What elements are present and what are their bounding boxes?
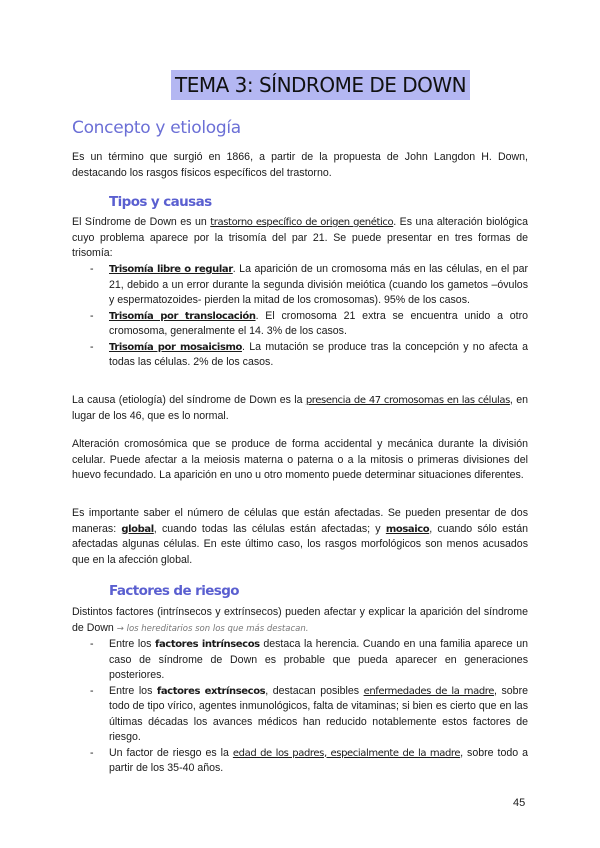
term-global: global xyxy=(121,523,154,535)
page-title: TEMA 3: SÍNDROME DE DOWN xyxy=(171,70,470,100)
subheading-factores: Factores de riesgo xyxy=(109,583,239,599)
etiology-paragraph: La causa (etiología) del síndrome de Down es la presencia de 47 cromosomas en las células, en lugar de los 46, que es lo normal. xyxy=(72,394,528,422)
handwritten-note: → los hereditarios son los que más destacan. xyxy=(116,623,309,634)
affected-cells-paragraph: Es importante saber el número de células que están afectadas. Se pueden presentar de dos maneras: global, cuando todas las células están afectadas; y mosaico, cuando sólo están afectadas algunas células. En este último caso, los rasgos morfológicos son menos acusados que en la afección global. xyxy=(72,507,528,566)
list-item: - Un factor de riesgo es la edad de los padres, especialmente de la madre, sobre todo a partir de los 35-40 años. xyxy=(90,746,528,777)
highlight-genetic-disorder: trastorno específico de origen genético xyxy=(210,217,394,228)
term-mosaico: mosaico xyxy=(385,523,430,535)
list-item: - Entre los factores extrínsecos, destacan posibles enfermedades de la madre, sobre todo de tipo vírico, agentes inmunológicos, falta de vitaminas; si bien es cierto que en las últimas décadas los avances médicos han reducido notablemente estos factores de riesgo. xyxy=(90,684,528,746)
trisomy-list xyxy=(90,262,528,371)
tipos-paragraph: El Síndrome de Down es un trastorno específico de origen genético. Es una alteración biológica cuyo problema aparece por la trisomía del par 21. Se puede presentar en tres formas de trisomía: xyxy=(72,216,528,259)
list-item: - Entre los factores intrínsecos destaca la herencia. Cuando en una familia aparece un caso de síndrome de Down es probable que pueda aparecer en generaciones posteriores. xyxy=(90,637,528,684)
chromosomal-alteration-paragraph: Alteración cromosómica que se produce de forma accidental y mecánica durante la división celular. Puede afectar a la meiosis materna o paterna o a la mitosis o primeras divisiones del huevo fecundado. La aparición en uno u otro momento puede determinar situaciones diferentes. xyxy=(72,438,528,481)
risk-factor-list xyxy=(90,637,528,777)
intro-paragraph: Es un término que surgió en 1866, a partir de la propuesta de John Langdon H. Down, destacando los rasgos físicos específicos del trastorno. xyxy=(72,151,528,179)
list-item: - Trisomía por mosaicismo. La mutación se produce tras la concepción y no afecta a todas las células. 2% de los casos. xyxy=(90,340,528,371)
list-item: - Trisomía libre o regular. La aparición de un cromosoma más en las células, en el par 21, debido a un error durante la segunda división meiótica (cuando los gametos –óvulos y espermatozoides- pierden la mitad de los cromosomas). 95% de los casos. xyxy=(90,262,528,309)
highlight-47-chromosomes: presencia de 47 cromosomas en las células xyxy=(305,395,510,406)
subheading-tipos: Tipos y causas xyxy=(109,194,212,210)
section-heading: Concepto y etiología xyxy=(72,118,241,138)
risk-factors-paragraph: Distintos factores (intrínsecos y extrínsecos) pueden afectar y explicar la aparición del síndrome de Down → los hereditarios son los que más destacan. xyxy=(72,606,528,634)
page-number: 45 xyxy=(513,797,526,809)
list-item: - Trisomía por translocación. El cromosoma 21 extra se encuentra unido a otro cromosoma, generalmente el 14. 3% de los casos. xyxy=(90,309,528,340)
